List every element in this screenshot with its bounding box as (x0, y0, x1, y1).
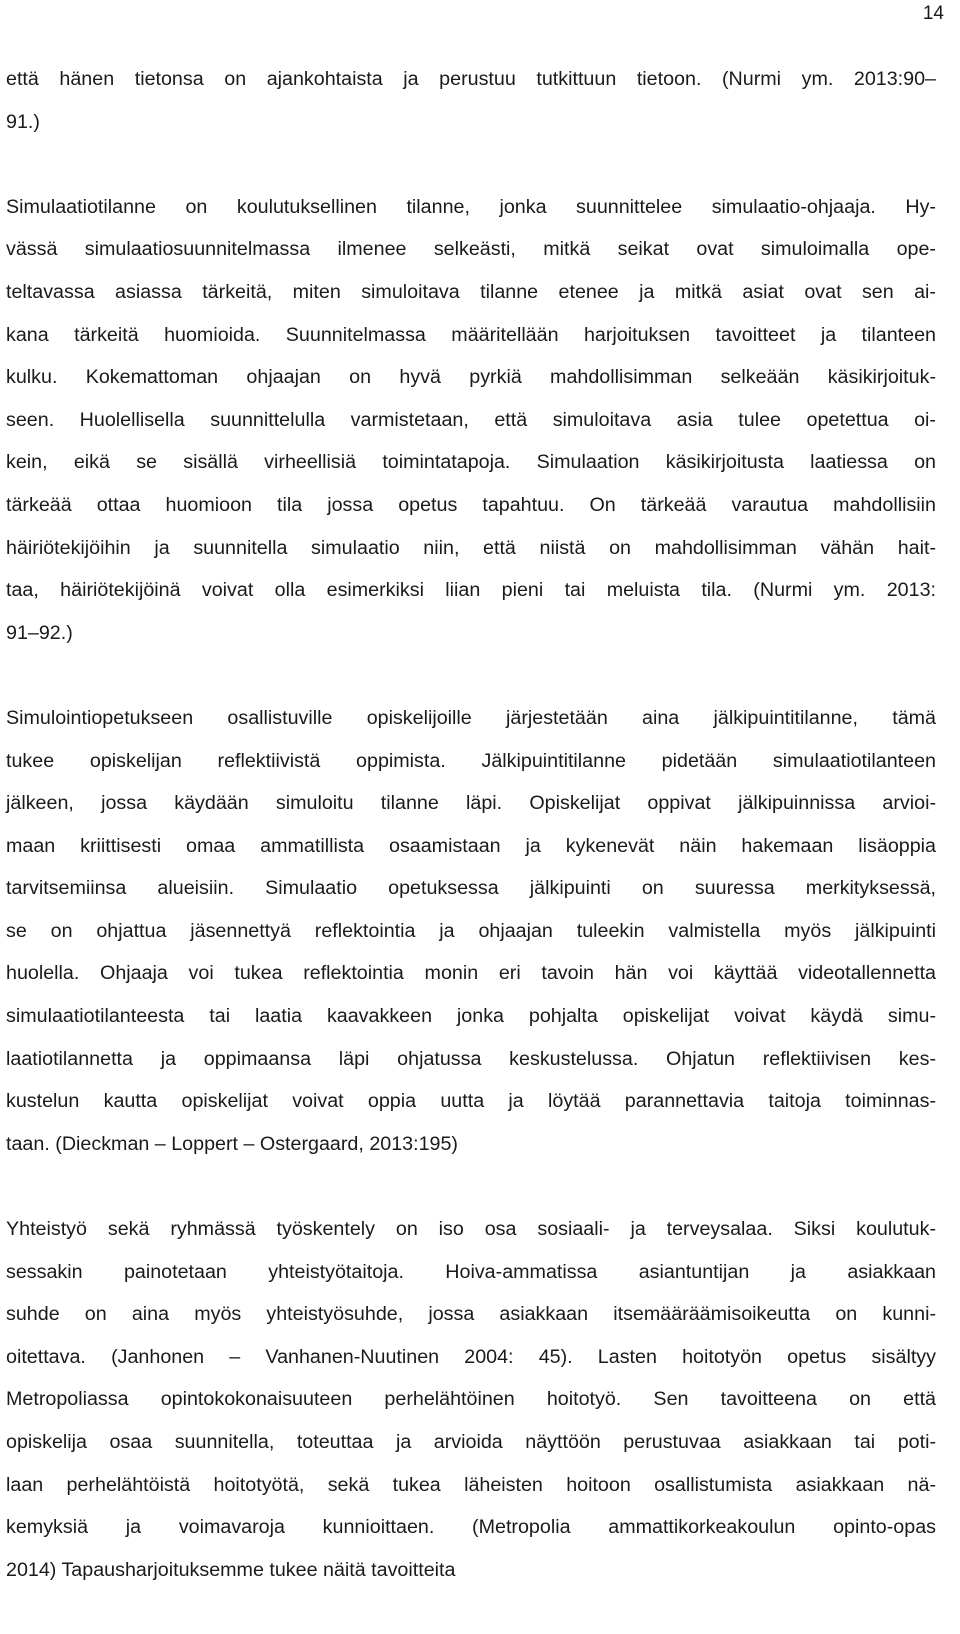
text-line: Metropoliassa opintokokonaisuuteen perhelähtöinen hoitotyö. Sen tavoitteena on että (6, 1388, 936, 1411)
text-line: Simulaatiotilanne on koulutuksellinen tilanne, jonka suunnittelee simulaatio-ohjaaja. Hy- (6, 195, 936, 218)
text-line: tukee opiskelijan reflektiivistä oppimista. Jälkipuintitilanne pidetään simulaatiotilanteen (6, 749, 936, 772)
page-number: 14 (922, 3, 944, 24)
text-line: kein, eikä se sisällä virheellisiä toimintatapoja. Simulaation käsikirjoitusta laatiessa on (6, 451, 936, 474)
text-line: kana tärkeitä huomioida. Suunnitelmassa määritellään harjoituksen tavoitteet ja tilanteen (6, 323, 936, 346)
text-line: vässä simulaatiosuunnitelmassa ilmenee selkeästi, mitkä seikat ovat simuloimalla ope- (6, 238, 936, 261)
text-line: suhde on aina myös yhteistyösuhde, jossa asiakkaan itsemääräämisoikeutta on kunni- (6, 1303, 936, 1326)
text-line: sessakin painotetaan yhteistyötaitoja. Hoiva-ammatissa asiantuntijan ja asiakkaan (6, 1260, 936, 1283)
text-line: 91–92.) (6, 621, 73, 644)
text-line: tärkeää ottaa huomioon tila jossa opetus tapahtuu. On tärkeää varautua mahdollisiin (6, 493, 936, 516)
paragraph (6, 697, 936, 1166)
paragraph (6, 58, 936, 143)
text-line: laatiotilannetta ja oppimaansa läpi ohjatussa keskustelussa. Ohjatun reflektiivisen kes- (6, 1047, 936, 1070)
text-line: laan perhelähtöistä hoitotyötä, sekä tukea läheisten hoitoon osallistumista asiakkaan nä- (6, 1473, 936, 1496)
text-line: 91.) (6, 110, 40, 133)
text-line: 2014) Tapausharjoituksemme tukee näitä tavoitteita (6, 1558, 456, 1581)
text-line: Yhteistyö sekä ryhmässä työskentely on iso osa sosiaali- ja terveysalaa. Siksi koulutuk- (6, 1218, 936, 1241)
text-line: seen. Huolellisella suunnittelulla varmistetaan, että simuloitava asia tulee opetettua oi- (6, 408, 936, 431)
text-line: kulku. Kokemattoman ohjaajan on hyvä pyrkiä mahdollisimman selkeään käsikirjoituk- (6, 366, 936, 389)
text-line: kemyksiä ja voimavaroja kunnioittaen. (Metropolia ammattikorkeakoulun opinto-opas (6, 1516, 936, 1539)
text-line: opiskelija osaa suunnitella, toteuttaa ja arvioida näyttöön perustuvaa asiakkaan tai poti- (6, 1431, 936, 1453)
text-line: simulaatiotilanteesta tai laatia kaavakkeen jonka pohjalta opiskelijat voivat käydä simu- (6, 1005, 936, 1028)
text-line: että hänen tietonsa on ajankohtaista ja perustuu tutkittuun tietoon. (Nurmi ym. 2013:90– (6, 68, 936, 90)
text-line: taan. (Dieckman – Loppert – Ostergaard, 2013:195) (6, 1132, 458, 1155)
text-line: tarvitsemiinsa alueisiin. Simulaatio opetuksessa jälkipuinti on suuressa merkityksessä, (6, 877, 936, 900)
text-line: huolella. Ohjaaja voi tukea reflektointia monin eri tavoin hän voi käyttää videotallennetta (6, 962, 936, 985)
paragraph (6, 186, 936, 655)
document-body (6, 58, 936, 1634)
text-line: taa, häiriötekijöinä voivat olla esimerkiksi liian pieni tai meluista tila. (Nurmi ym. 2013: (6, 579, 936, 602)
text-line: kustelun kautta opiskelijat voivat oppia uutta ja löytää parannettavia taitoja toiminnas- (6, 1090, 936, 1113)
text-line: jälkeen, jossa käydään simuloitu tilanne läpi. Opiskelijat oppivat jälkipuinnissa arvioi- (6, 792, 936, 815)
text-line: maan kriittisesti omaa ammatillista osaamistaan ja kykenevät näin hakemaan lisäoppia (6, 834, 936, 857)
text-line: häiriötekijöihin ja suunnitella simulaatio niin, että niistä on mahdollisimman vähän hait- (6, 536, 936, 559)
text-line: teltavassa asiassa tärkeitä, miten simuloitava tilanne etenee ja mitkä asiat ovat sen ai- (6, 280, 936, 303)
text-line: oitettava. (Janhonen – Vanhanen-Nuutinen 2004: 45). Lasten hoitotyön opetus sisältyy (6, 1345, 936, 1368)
text-line: se on ohjattua jäsennettyä reflektointia ja ohjaajan tuleekin valmistella myös jälkipuinti (6, 919, 936, 942)
text-line: Simulointiopetukseen osallistuville opiskelijoille järjestetään aina jälkipuintitilanne, tämä (6, 706, 936, 729)
paragraph (6, 1208, 936, 1591)
